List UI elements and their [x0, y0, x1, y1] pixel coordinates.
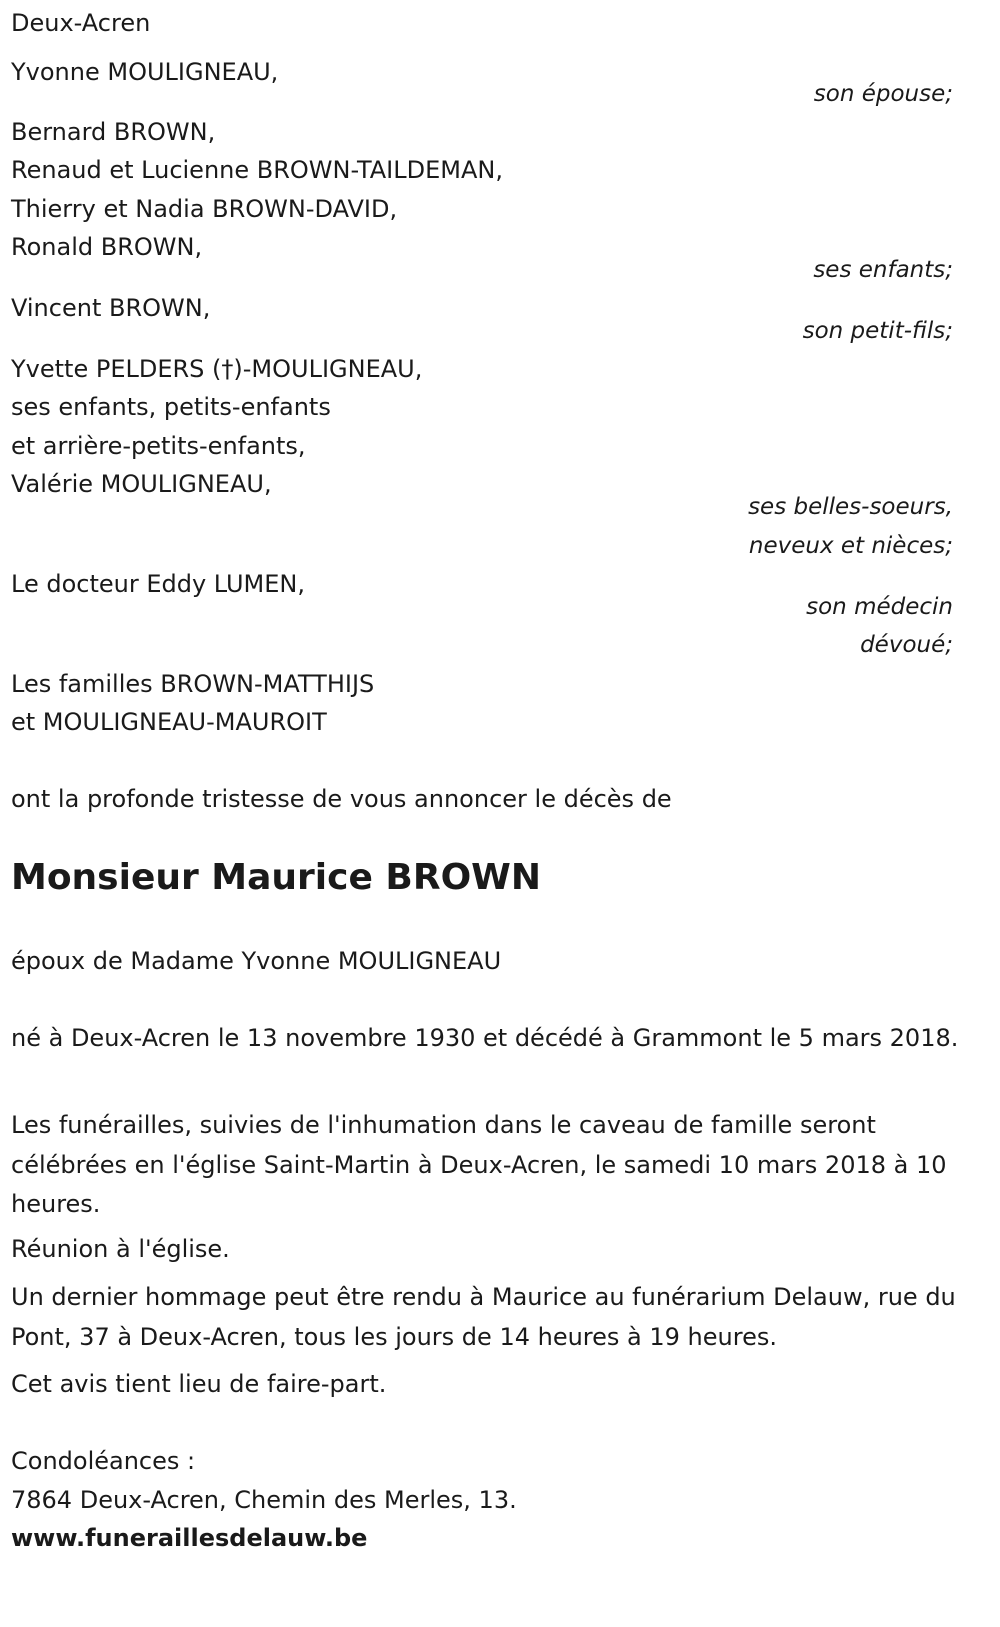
spouse-line: époux de Madame Yvonne MOULIGNEAU [11, 947, 502, 975]
relation-label: dévoué; [860, 632, 953, 658]
relation-label: neveux et nièces; [748, 533, 953, 559]
family-line: Bernard BROWN, [11, 118, 216, 146]
family-line: et arrière-petits-enfants, [11, 432, 306, 460]
condolences-label: Condoléances : [11, 1447, 196, 1475]
family-line: Valérie MOULIGNEAU, [11, 470, 272, 498]
deceased-name: Monsieur Maurice BROWN [11, 857, 542, 898]
family-line: Le docteur Eddy LUMEN, [11, 570, 305, 598]
condolences-address: 7864 Deux-Acren, Chemin des Merles, 13. [11, 1486, 517, 1514]
relation-label: son petit-fils; [802, 318, 953, 344]
relation-label: son médecin [806, 594, 953, 620]
relation-label: ses belles-soeurs, [748, 494, 953, 520]
family-line: ses enfants, petits-enfants [11, 393, 331, 421]
family-line: Yvette PELDERS (†)-MOULIGNEAU, [11, 355, 423, 383]
family-line: Les familles BROWN-MATTHIJS [11, 670, 375, 698]
announcement-text: ont la profonde tristesse de vous annoncer le décès de [11, 785, 672, 813]
relation-label: ses enfants; [813, 257, 953, 283]
family-line: Yvonne MOULIGNEAU, [11, 58, 279, 86]
family-line: et MOULIGNEAU-MAUROIT [11, 708, 327, 736]
meeting-line: Réunion à l'église. [11, 1235, 230, 1263]
homage-paragraph: Un dernier hommage peut être rendu à Maurice au funérarium Delauw, rue du Pont, 37 à Deux-Acren, tous les jours de 14 heures à 19 heures. [11, 1283, 956, 1351]
relation-label: son épouse; [813, 81, 953, 107]
funeral-paragraph: Les funérailles, suivies de l'inhumation dans le caveau de famille seront célébrées en l'église Saint-Martin à Deux-Acren, le samedi 10 mars 2018 à 10 heures. [11, 1111, 947, 1218]
notice-line: Cet avis tient lieu de faire-part. [11, 1370, 387, 1398]
website-link[interactable]: www.funeraillesdelauw.be [11, 1524, 368, 1552]
family-line: Renaud et Lucienne BROWN-TAILDEMAN, [11, 156, 503, 184]
family-line: Ronald BROWN, [11, 233, 203, 261]
place-heading: Deux-Acren [11, 9, 151, 37]
family-line: Vincent BROWN, [11, 294, 211, 322]
birth-death-paragraph: né à Deux-Acren le 13 novembre 1930 et décédé à Grammont le 5 mars 2018. [11, 1024, 959, 1052]
family-line: Thierry et Nadia BROWN-DAVID, [11, 195, 398, 223]
